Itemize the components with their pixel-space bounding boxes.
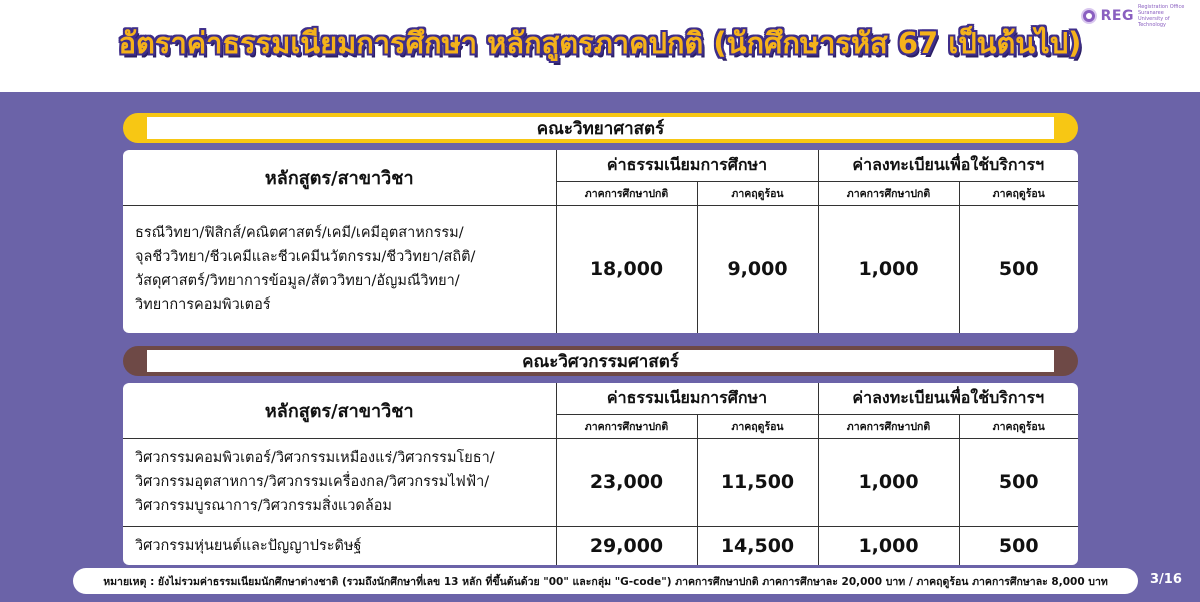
program-name: วิศวกรรมคอมพิวเตอร์/วิศวกรรมเหมืองแร่/วิศวกรรมโยธา/ วิศวกรรมอุตสาหการ/วิศวกรรมเครื่องกล/วิศวกรรมไฟฟ้า/ วิศวกรรมบูรณาการ/วิศวกรรมสิ่งแวดล้อม xyxy=(123,438,556,526)
tuition-regular: 23,000 xyxy=(556,438,697,526)
tuition-regular: 29,000 xyxy=(556,526,697,565)
footnote: หมายเหตุ : ยังไม่รวมค่าธรรมเนียมนักศึกษาต่างชาติ (รวมถึงนักศึกษาที่เลข 13 หลัก ที่ขึ้นต้นด้วย "00" และกลุ่ม "G-code") ภาคการศึกษาปกติ ภาคการศึกษาละ 20,000 บาท / ภาคฤดูร้อน ภาคการศึกษาละ 8,000 บาท xyxy=(73,568,1138,594)
logo-subtitle: Registration Office Suranaree University of Technology xyxy=(1138,4,1185,28)
page-number: 3/16 xyxy=(1150,572,1182,587)
program-name: ธรณีวิทยา/ฟิสิกส์/คณิตศาสตร์/เคมี/เคมีอุตสาหกรรม/ จุลชีววิทยา/ชีวเคมีและชีวเคมีนวัตกรรม/ชีววิทยา/สถิติ/ วัสดุศาสตร์/วิทยาการข้อมูล/สัตววิทยา/อัญมณีวิทยา/ วิทยาการคอมพิวเตอร์ xyxy=(123,205,556,333)
registration-regular: 1,000 xyxy=(818,205,959,333)
registration-regular: 1,000 xyxy=(818,526,959,565)
program-name: วิศวกรรมหุ่นยนต์และปัญญาประดิษฐ์ xyxy=(123,526,556,565)
header-program: หลักสูตร/สาขาวิชา xyxy=(123,383,556,438)
header-tuition-summer: ภาคฤดูร้อน xyxy=(697,414,818,438)
header-reg-regular: ภาคการศึกษาปกติ xyxy=(818,414,959,438)
registration-summer: 500 xyxy=(959,205,1078,333)
header-tuition-summer: ภาคฤดูร้อน xyxy=(697,181,818,205)
fee-table-engineering xyxy=(123,383,1078,565)
header-reg-summer: ภาคฤดูร้อน xyxy=(959,414,1078,438)
faculty-bar-science xyxy=(123,113,1078,143)
header-program: หลักสูตร/สาขาวิชา xyxy=(123,150,556,205)
header-reg-regular: ภาคการศึกษาปกติ xyxy=(818,181,959,205)
tuition-regular: 18,000 xyxy=(556,205,697,333)
header-registration: ค่าลงทะเบียนเพื่อใช้บริการฯ xyxy=(818,150,1078,181)
registration-summer: 500 xyxy=(959,526,1078,565)
header-registration: ค่าลงทะเบียนเพื่อใช้บริการฯ xyxy=(818,383,1078,414)
faculty-name-engineering: คณะวิศวกรรมศาสตร์ xyxy=(522,351,679,372)
header-reg-summer: ภาคฤดูร้อน xyxy=(959,181,1078,205)
table-row xyxy=(123,438,1078,526)
table-row xyxy=(123,526,1078,565)
faculty-bar-engineering xyxy=(123,346,1078,376)
tuition-summer: 11,500 xyxy=(697,438,818,526)
faculty-name-science: คณะวิทยาศาสตร์ xyxy=(536,118,665,139)
header-tuition-regular: ภาคการศึกษาปกติ xyxy=(556,414,697,438)
header-tuition: ค่าธรรมเนียมการศึกษา xyxy=(556,383,818,414)
tuition-summer: 9,000 xyxy=(697,205,818,333)
registration-summer: 500 xyxy=(959,438,1078,526)
fee-table-science xyxy=(123,150,1078,333)
tuition-summer: 14,500 xyxy=(697,526,818,565)
registration-regular: 1,000 xyxy=(818,438,959,526)
header-tuition-regular: ภาคการศึกษาปกติ xyxy=(556,181,697,205)
header-tuition: ค่าธรรมเนียมการศึกษา xyxy=(556,150,818,181)
logo-text: REG xyxy=(1100,8,1134,24)
table-row xyxy=(123,205,1078,333)
page-title: อัตราค่าธรรมเนียมการศึกษา หลักสูตรภาคปกติ (นักศึกษารหัส 67 เป็นต้นไป) xyxy=(118,26,1082,60)
